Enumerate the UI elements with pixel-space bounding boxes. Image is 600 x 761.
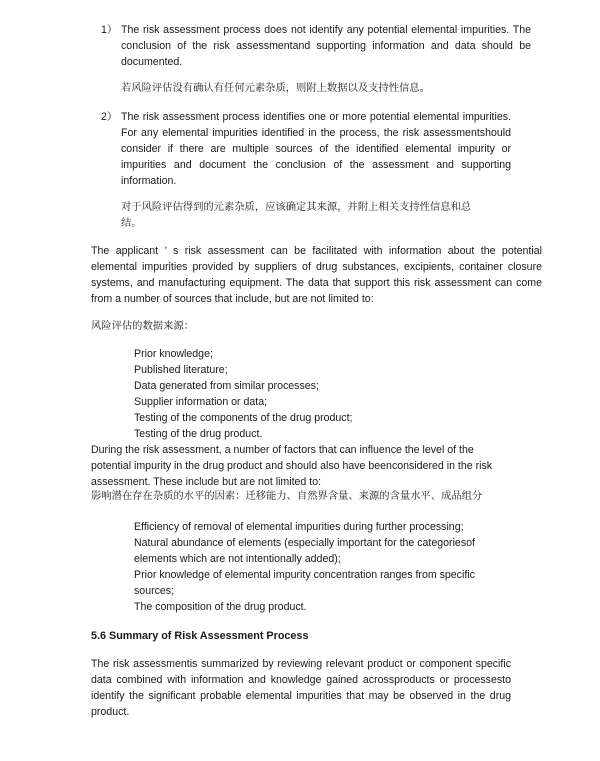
sources-list-item: Prior knowledge;	[134, 348, 213, 360]
sources-list-item: Testing of the drug product.	[134, 428, 263, 440]
factors-list-item: Efficiency of removal of elemental impurities during further processing;	[134, 521, 464, 533]
sources-heading-zh: 风险评估的数据来源：	[91, 320, 194, 332]
sources-list-item: Data generated from similar processes;	[134, 380, 319, 392]
summary-paragraph: The risk assessmentis summarized by reviewing relevant product or component specific data combined with information and knowledge gained acrossproducts or processesto identify the significant probable elemental impurities that may be observed in the drug product.	[91, 658, 511, 718]
factors-list-item: The composition of the drug product.	[134, 601, 307, 613]
factors-zh: 影响潜在存在杂质的水平的因素：迁移能力、自然界含量、来源的含量水平、成品组分	[91, 490, 483, 502]
item-1-zh: 若风险评估没有确认有任何元素杂质，则附上数据以及支持性信息。	[121, 82, 430, 94]
factors-list	[134, 519, 504, 615]
sources-list-item: Supplier information or data;	[134, 396, 268, 408]
item-2-number: 2）	[101, 111, 118, 123]
sources-list-item: Published literature;	[134, 364, 228, 376]
section-heading: 5.6 Summary of Risk Assessment Process	[91, 630, 309, 642]
item-2-text: The risk assessment process identifies one or more potential elemental impurities. For any elemental impurities identified in the process, the risk assessmentshould consider if there are multiple sources of the identified elemental impurity or impurities and document the conclusion of the assessment and supporting information.	[121, 111, 511, 187]
factors-list-item: Natural abundance of elements (especially important for the categoriesof elements which are not intentionally added);	[134, 537, 475, 565]
item-1-number: 1）	[101, 24, 118, 36]
item-2-zh: 对于风险评估得到的元素杂质，应该确定其来源，并附上相关支持性信息和总结。	[121, 201, 472, 229]
factors-paragraph: During the risk assessment, a number of factors that can influence the level of the potential impurity in the drug product and should also have beenconsidered in the risk assessment. These include but are not limited to:	[91, 444, 493, 488]
factors-list-item: Prior knowledge of elemental impurity concentration ranges from specific sources;	[134, 569, 475, 597]
applicant-paragraph: The applicant ’ s risk assessment can be facilitated with information about the potential elemental impurities provided by suppliers of drug substances, excipients, container closure systems, and manufacturing equipment. The data that support this risk assessment can come from a number of sources that include, but are not limited to:	[91, 245, 542, 305]
sources-list-item: Testing of the components of the drug product;	[134, 412, 353, 424]
item-1-text: The risk assessment process does not identify any potential elemental impurities. The conclusion of the risk assessmentand supporting information and data should be documented.	[121, 24, 531, 68]
sources-list	[134, 346, 434, 442]
